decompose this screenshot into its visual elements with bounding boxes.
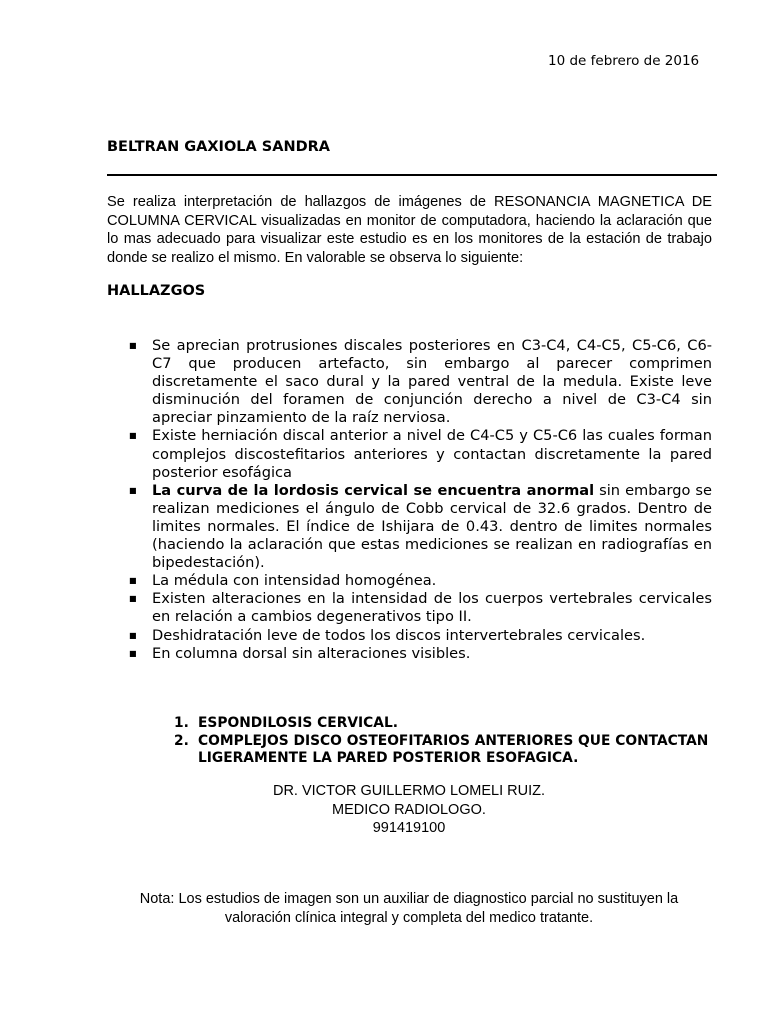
bullet-icon: ■ (129, 485, 137, 495)
bullet-icon: ■ (129, 576, 137, 586)
doctor-license: 991419100 (372, 820, 446, 836)
finding-text: En columna dorsal sin alteraciones visibles. (152, 644, 471, 662)
finding-item (127, 427, 712, 481)
note-line-2: valoración clínica integral y completa del medico tratante. (224, 909, 594, 926)
report-date: 10 de febrero de 2016 (548, 53, 700, 69)
header-divider (107, 174, 717, 176)
finding-text: Existe herniación discal anterior a nivel de C4-C5 y C5-C6 las cuales forman complejos discostefitarios anteriores y contactan discretamente la pared posterior esofágica (152, 427, 712, 481)
bullet-icon: ■ (129, 431, 137, 441)
bullet-icon: ■ (129, 594, 137, 604)
doctor-title: MEDICO RADIOLOGO. (332, 801, 486, 818)
bullet-icon: ■ (129, 341, 137, 350)
doctor-name: DR. VICTOR GUILLERMO LOMELI RUIZ. (272, 783, 546, 799)
finding-item (127, 590, 712, 626)
findings-list (127, 337, 712, 663)
finding-text: sin embargo se realizan mediciones el ángulo de Cobb cervical de 32.6 grados. Dentro de limites normales. El índice de Ishijara de 0.43. dentro de limites normales (haciendo la aclaración que estas mediciones se realizan en radiografías en bipedestación). (152, 481, 712, 572)
bullet-icon: ■ (129, 630, 137, 640)
finding-text: Se aprecian protrusiones discales posteriores en C3-C4, C4-C5, C5-C6, C6-C7 que producen artefacto, sin embargo al parecer comprimen discretamente el saco dural y la pared ventral de la medula. Existe leve disminución del foramen de conjunción derecho a nivel de C3-C4 sin apreciar pinzamiento de la raíz nerviosa. (152, 337, 712, 427)
intro-paragraph: Se realiza interpretación de hallazgos de imágenes de RESONANCIA MAGNETICA DE COLUMNA CERVICAL visualizadas en monitor de computadora, haciendo la aclaración que lo mas adecuado para visualizar este estudio es en los monitores de la estación de trabajo donde se realizo el mismo. En valorable se observa lo siguiente: (107, 194, 712, 266)
bullet-icon: ■ (129, 648, 137, 658)
finding-bold-text: La curva de la lordosis cervical se encuentra anormal (152, 481, 595, 499)
findings-heading: HALLAZGOS (107, 283, 206, 299)
finding-item (127, 482, 712, 572)
finding-item (127, 337, 712, 427)
conclusion-text: COMPLEJOS DISCO OSTEOFITARIOS ANTERIORES QUE CONTACTAN LIGERAMENTE LA PARED POSTERIOR ESOFAGICA. (198, 732, 709, 766)
finding-text: Existen alteraciones en la intensidad de los cuerpos vertebrales cervicales en relación a cambios degenerativos tipo II. (152, 590, 712, 626)
note-line-1: Nota: Los estudios de imagen son un auxiliar de diagnostico parcial no sustituyen la (139, 891, 679, 907)
conclusion-item (172, 715, 717, 733)
conclusion-item (172, 733, 717, 768)
signature-block (0, 782, 768, 838)
finding-text: Deshidratación leve de todos los discos intervertebrales cervicales. (152, 626, 646, 644)
conclusion-number: 1. (174, 715, 189, 731)
disclaimer-note (0, 890, 768, 927)
conclusion-text: ESPONDILOSIS CERVICAL. (198, 715, 398, 731)
conclusion-number: 2. (174, 732, 189, 749)
finding-item (127, 627, 712, 645)
finding-item (127, 572, 712, 590)
conclusions-list (172, 715, 717, 768)
finding-item (127, 645, 712, 663)
patient-name: BELTRAN GAXIOLA SANDRA (107, 139, 331, 155)
finding-text: La médula con intensidad homogénea. (152, 572, 437, 590)
